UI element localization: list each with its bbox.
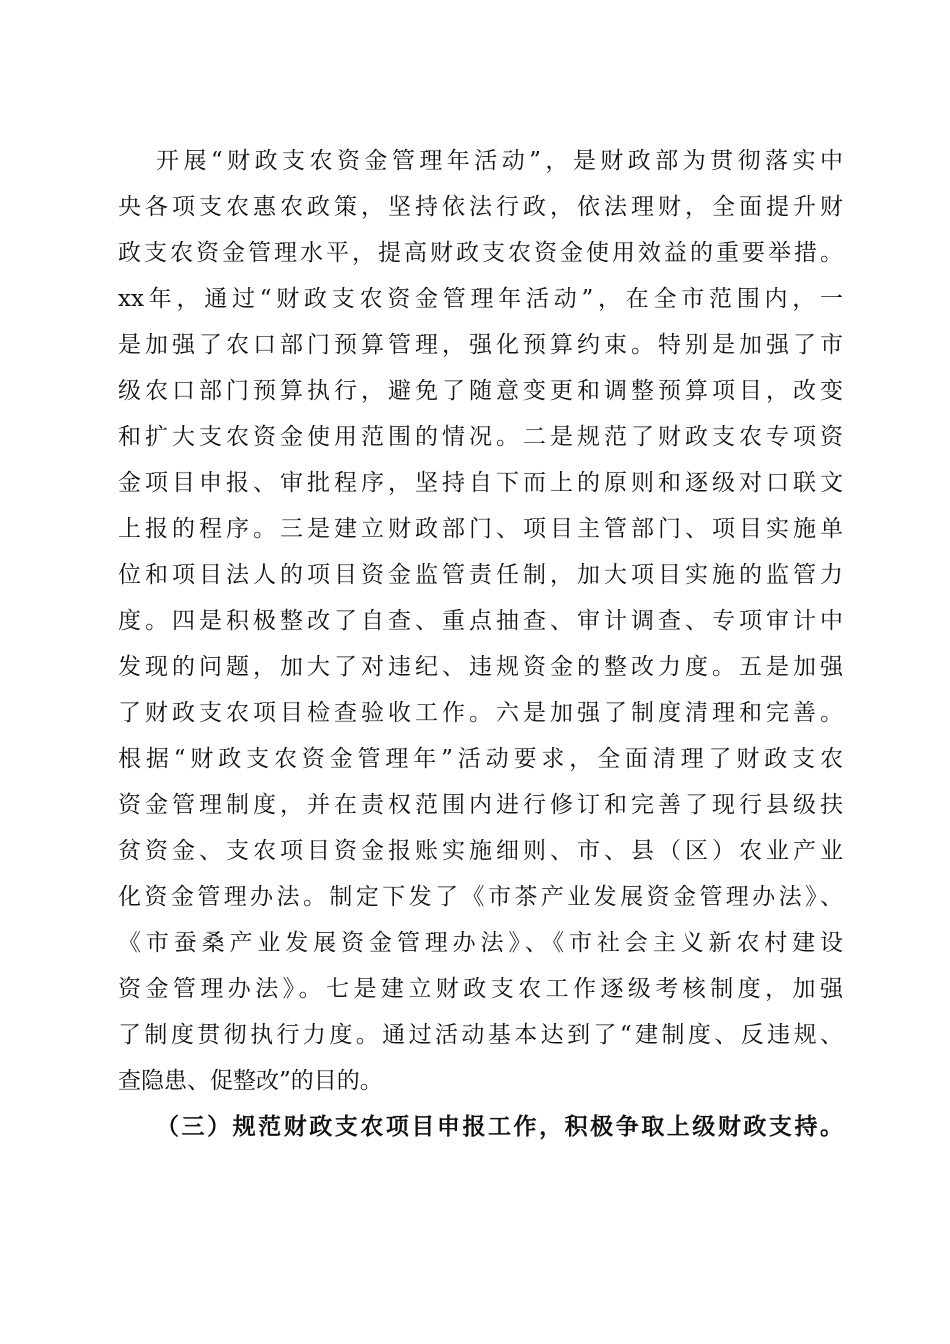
paragraph-line: 上报的程序。三是建立财政部门、项目主管部门、项目实施单 (118, 516, 843, 542)
paragraph-line: 是加强了农口部门预算管理，强化预算约束。特别是加强了市 (118, 332, 843, 358)
paragraph-line: 资金管理制度，并在责权范围内进行修订和完善了现行县级扶 (118, 792, 843, 818)
paragraph-line: 度。四是积极整改了自查、重点抽查、审计调查、专项审计中 (118, 608, 843, 634)
paragraph-line: 了制度贯彻执行力度。通过活动基本达到了“建制度、反违规、 (118, 1022, 843, 1048)
section-heading: （三）规范财政支农项目申报工作，积极争取上级财政支持。 (156, 1113, 843, 1140)
document-body (118, 138, 843, 1150)
paragraph-line: 化资金管理办法。制定下发了《市茶产业发展资金管理办法》、 (118, 884, 843, 910)
paragraph-line: 了财政支农项目检查验收工作。六是加强了制度清理和完善。 (118, 700, 843, 726)
paragraph-line: 发现的问题，加大了对违纪、违规资金的整改力度。五是加强 (118, 654, 843, 680)
paragraph-line: 级农口部门预算执行，避免了随意变更和调整预算项目，改变 (118, 378, 843, 404)
paragraph-line: 开展“财政支农资金管理年活动”，是财政部为贯彻落实中 (156, 148, 843, 174)
paragraph-line: 查隐患、促整改”的目的。 (118, 1068, 383, 1094)
paragraph-line: 位和项目法人的项目资金监管责任制，加大项目实施的监管力 (118, 562, 843, 588)
paragraph-line: 央各项支农惠农政策，坚持依法行政，依法理财，全面提升财 (118, 194, 843, 220)
paragraph-line: 金项目申报、审批程序，坚持自下而上的原则和逐级对口联文 (118, 470, 843, 496)
paragraph-line: 资金管理办法》。七是建立财政支农工作逐级考核制度，加强 (118, 976, 843, 1002)
paragraph-line: 《市蚕桑产业发展资金管理办法》、《市社会主义新农村建设 (118, 930, 843, 956)
paragraph-line: 贫资金、支农项目资金报账实施细则、市、县（区）农业产业 (118, 838, 843, 864)
paragraph-line: 和扩大支农资金使用范围的情况。二是规范了财政支农专项资 (118, 424, 843, 450)
paragraph-line: xx年，通过“财政支农资金管理年活动”，在全市范围内，一 (118, 286, 843, 312)
paragraph-line: 政支农资金管理水平，提高财政支农资金使用效益的重要举措。 (118, 240, 843, 266)
paragraph-line: 根据“财政支农资金管理年”活动要求，全面清理了财政支农 (118, 746, 843, 772)
